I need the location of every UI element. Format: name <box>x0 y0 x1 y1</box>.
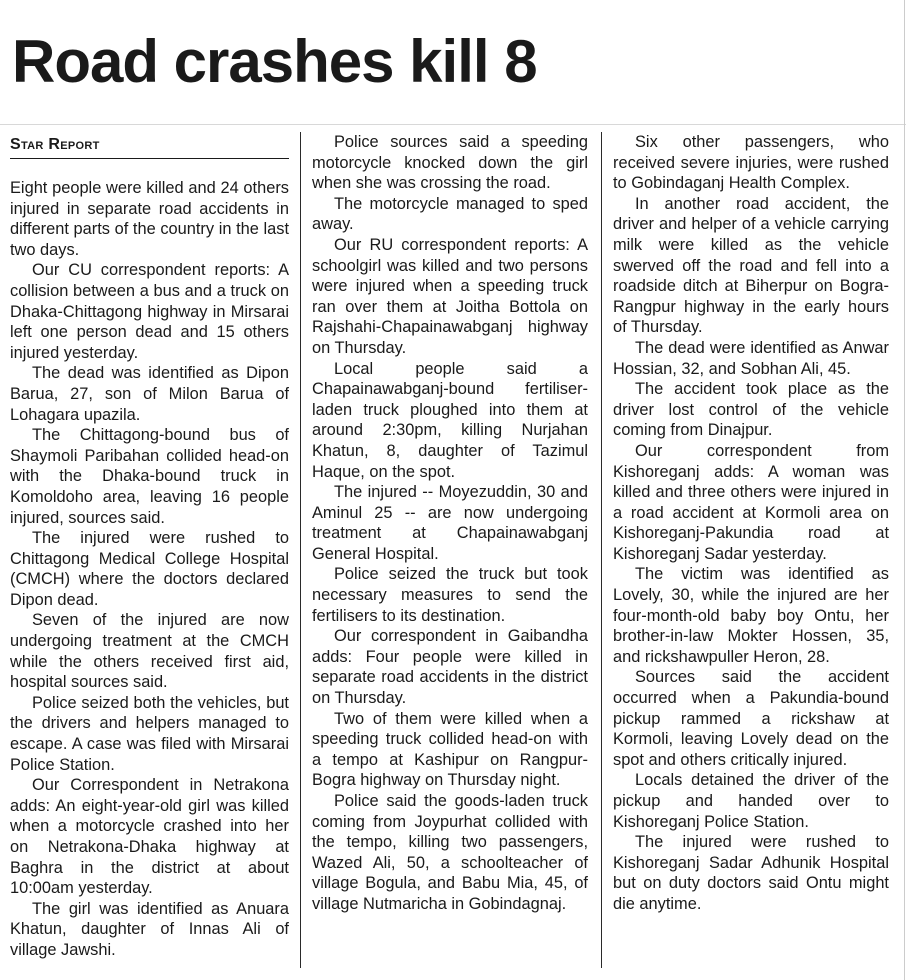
paragraph: The Chittagong-bound bus of Shaymoli Paribahan collided head-on with the Dhaka-bound truck in Komoldoho area, leaving 16 people injured, sources said. <box>10 426 289 527</box>
article-column-3 <box>613 132 889 980</box>
headline: Road crashes kill 8 <box>12 28 537 95</box>
paragraph: Locals detained the driver of the pickup and handed over to Kishoreganj Police Station. <box>613 771 889 831</box>
paragraph: Sources said the accident occurred when a Pakundia-bound pickup rammed a rickshaw at Kormoli, leaving Lovely dead on the spot and others critically injured. <box>613 668 889 769</box>
paragraph: The injured -- Moyezuddin, 30 and Aminul 25 -- are now undergoing treatment at Chapainawabganj General Hospital. <box>312 483 588 563</box>
paragraph: Eight people were killed and 24 others injured in separate road accidents in different parts of the country in the last two days. <box>10 179 289 259</box>
paragraph: In another road accident, the driver and helper of a vehicle carrying milk were killed as the vehicle swerved off the road and fell into a roadside ditch at Biherpur on Bogra-Rangpur highway in the early hours of Thursday. <box>613 194 889 337</box>
paragraph: The dead was identified as Dipon Barua, 27, son of Milon Barua of Lohagara upazila. <box>10 364 289 424</box>
paragraph: The victim was identified as Lovely, 30, while the injured are her four-month-old baby boy Ontu, her brother-in-law Mokter Hossen, 35, and rickshawpuller Heron, 28. <box>613 565 889 666</box>
paragraph: Seven of the injured are now undergoing treatment at the CMCH while the others received first aid, hospital sources said. <box>10 611 289 692</box>
paragraph: Six other passengers, who received severe injuries, were rushed to Gobindaganj Health Complex. <box>613 133 889 193</box>
paragraph: Our CU correspondent reports: A collision between a bus and a truck on Dhaka-Chittagong highway in Mirsarai left one person dead and 15 others injured yesterday. <box>10 261 289 362</box>
paragraph: Our correspondent from Kishoreganj adds: A woman was killed and three others were injured in a road accident at Kormoli area on Kishoreganj-Pakundia road at Kishoreganj Sadar yesterday. <box>613 441 889 563</box>
paragraph: Police seized both the vehicles, but the drivers and helpers managed to escape. A case was filed with Mirsarai Police Station. <box>10 693 289 774</box>
paragraph: Two of them were killed when a speeding truck collided head-on with a tempo at Kashipur on Rangpur-Bogra highway on Thursday night. <box>312 709 588 790</box>
paragraph: Police seized the truck but took necessary measures to send the fertilisers to its destination. <box>312 565 588 625</box>
article-column-2 <box>312 132 588 980</box>
byline: Star Report <box>10 136 100 153</box>
paragraph: The injured were rushed to Chittagong Medical College Hospital (CMCH) where the doctors declared Dipon dead. <box>10 529 289 609</box>
paragraph: The girl was identified as Anuara Khatun, daughter of Innas Ali of village Jawshi. <box>10 899 289 959</box>
paragraph: Our correspondent in Gaibandha adds: Four people were killed in separate road accidents in the district on Thursday. <box>312 627 588 708</box>
paragraph: The accident took place as the driver lost control of the vehicle coming from Dinajpur. <box>613 380 889 440</box>
paragraph: Police said the goods-laden truck coming from Joypurhat collided with the tempo, killing two passengers, Wazed Ali, 50, a schoolteacher of village Bogula, and Babu Mia, 45, of village Nutmaricha in Gobindagnaj. <box>312 792 588 913</box>
paragraph: The motorcycle managed to sped away. <box>312 194 588 234</box>
article-column-1 <box>10 132 289 980</box>
paragraph: The injured were rushed to Kishoreganj Sadar Adhunik Hospital but on duty doctors said Ontu might die anytime. <box>613 833 889 913</box>
paragraph: Police sources said a speeding motorcycle knocked down the girl when she was crossing the road. <box>312 133 588 193</box>
headline-divider <box>0 124 906 125</box>
byline-divider <box>10 158 289 159</box>
paragraph: Our RU correspondent reports: A schoolgirl was killed and two persons were injured when a speeding truck ran over them at Joitha Bottola on Rajshahi-Chapainawabganj highway on Thursday. <box>312 235 588 357</box>
article-body <box>0 132 906 980</box>
paragraph: The dead were identified as Anwar Hossian, 32, and Sobhan Ali, 45. <box>613 338 889 378</box>
paragraph: Local people said a Chapainawabganj-bound fertiliser-laden truck ploughed into them at around 2:30pm, killing Nurjahan Khatun, 8, daughter of Tazimul Haque, on the spot. <box>312 359 588 481</box>
paragraph: Our Correspondent in Netrakona adds: An eight-year-old girl was killed when a motorcycle crashed into her on Netrakona-Dhaka highway at Baghra in the district at about 10:00am yesterday. <box>10 776 289 898</box>
